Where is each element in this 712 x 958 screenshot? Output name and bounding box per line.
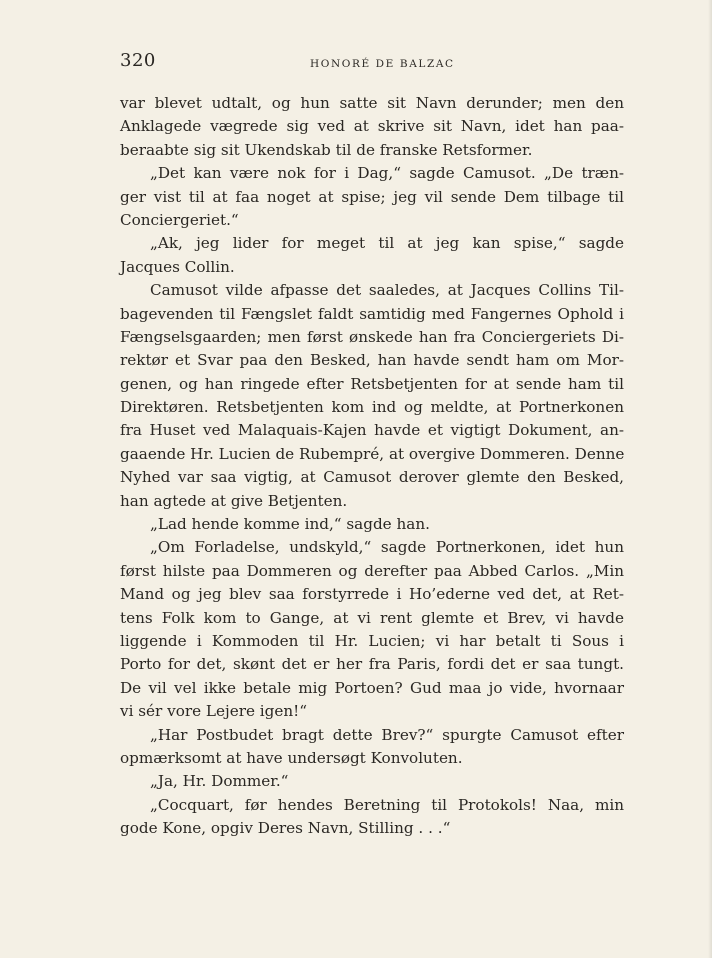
text-line: gaaende Hr. Lucien de Rubempré, at overgive Dommeren. Denne [120,444,625,463]
text-line: opmærksomt at have undersøgt Konvoluten. [120,748,463,767]
page-number: 320 [120,50,156,71]
text-line: De vil vel ikke betale mig Portoen? Gud maa jo vide, hvornaar [120,678,624,697]
text-line: liggende i Kommoden til Hr. Lucien; vi har betalt ti Sous i [120,631,624,650]
text-line: først hilste paa Dommeren og derefter paa Abbed Carlos. „Min [120,561,624,580]
text-line: fra Huset ved Malaquais-Kajen havde et vigtigt Dokument, an- [120,421,624,440]
text-line: ger vist til at faa noget at spise; jeg vil sende Dem tilbage til [120,187,624,206]
text-line: vi sér vore Lejere igen!“ [120,702,307,721]
text-line: Conciergeriet.“ [120,210,239,229]
text-line: Mand og jeg blev saa forstyrrede i Ho’ederne ved det, at Ret- [120,585,624,604]
text-line: „Lad hende komme ind,“ sagde han. [150,515,430,534]
text-line: gode Kone, opgiv Deres Navn, Stilling . . .“ [120,819,451,838]
page-edge-shadow [708,0,712,958]
text-line: genen, og han ringede efter Retsbetjenten for at sende ham til [120,374,624,393]
text-line: Direktøren. Retsbetjenten kom ind og meldte, at Portnerkonen [120,398,624,417]
text-line: beraabte sig sit Ukendskab til de franske Retsformer. [120,140,533,159]
text-line: bagevenden til Fængslet faldt samtidig med Fangernes Ophold i [120,304,624,323]
text-line: var blevet udtalt, og hun satte sit Navn derunder; men den [120,94,624,112]
text-line: Jacques Collin. [120,257,235,276]
text-line: „Om Forladelse, undskyld,“ sagde Portnerkonen, idet hun [150,538,624,557]
text-line: Anklagede vægrede sig ved at skrive sit Navn, idet han paa- [120,117,624,136]
text-line: rektør et Svar paa den Besked, han havde sendt ham om Mor- [120,351,624,370]
text-line: Camusot vilde afpasse det saaledes, at Jacques Collins Til- [150,281,624,300]
running-title: HONORÉ DE BALZAC [310,58,455,70]
text-line: „Cocquart, før hendes Beretning til Protokols! Naa, min [150,795,624,814]
text-line: Fængselsgaarden; men først ønskede han fra Conciergeriets Di- [120,327,624,346]
body-text [120,92,624,841]
text-line: han agtede at give Betjenten. [120,491,348,510]
text-line: „Har Postbudet bragt dette Brev?“ spurgte Camusot efter [150,725,624,744]
text-line: tens Folk kom to Gange, at vi rent glemte et Brev, vi havde [120,608,624,627]
text-line: Porto for det, skønt det er her fra Paris, fordi det er saa tungt. [120,655,624,674]
text-line: Nyhed var saa vigtig, at Camusot derover glemte den Besked, [120,468,624,487]
page-header [120,50,625,78]
text-line: „Ak, jeg lider for meget til at jeg kan spise,“ sagde [150,234,624,253]
text-line: „Det kan være nok for i Dag,“ sagde Camusot. „De træn- [150,164,624,183]
text-line: „Ja, Hr. Dommer.“ [150,772,289,791]
